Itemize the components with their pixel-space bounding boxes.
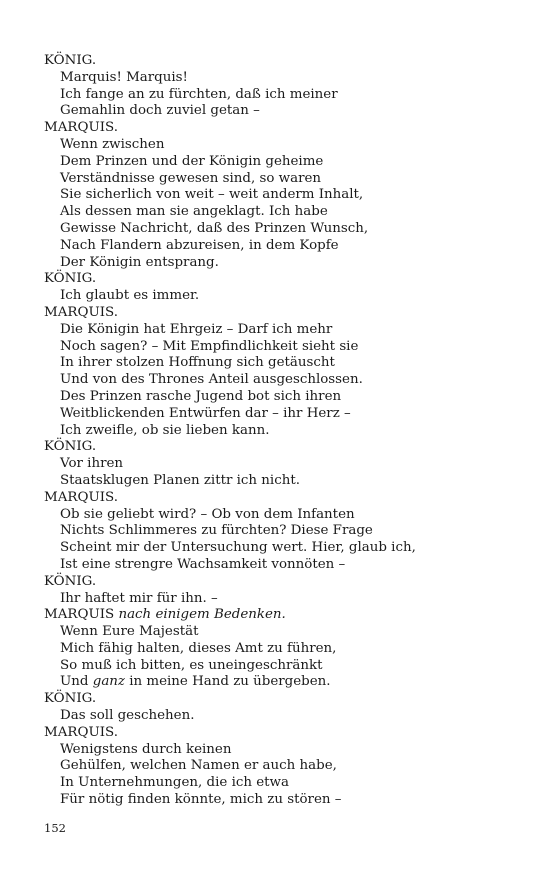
verse-line: Als dessen man sie angeklagt. Ich habe	[60, 204, 328, 220]
verse-line: Gehülfen, welchen Namen er auch habe,	[60, 758, 337, 774]
speaker-name: KÖNIG.	[44, 53, 97, 68]
verse-line: Des Prinzen rasche Jugend bot sich ihren	[60, 388, 342, 404]
verse-text: in meine Hand zu übergeben.	[124, 674, 331, 690]
verse-line: Vor ihren	[60, 456, 124, 472]
verse-line: Sie sicherlich von weit – weit anderm Inhalt,	[60, 187, 364, 203]
speaker-name: KÖNIG.	[44, 271, 97, 287]
verse-line: Wenn Eure Majestät	[60, 624, 199, 640]
verse-line: Der Königin entsprang.	[60, 254, 219, 270]
speaker-name: KÖNIG.	[44, 439, 97, 455]
verse-line: Wenigstens durch keinen	[60, 741, 232, 757]
speaker-label: MARQUIS	[44, 607, 119, 623]
verse-line: Gewisse Nachricht, daß des Prinzen Wunsch,	[60, 220, 369, 236]
verse-line: Nach Flandern abzureisen, in dem Kopfe	[60, 237, 339, 253]
speaker-name: MARQUIS.	[44, 120, 118, 136]
verse-text: Und	[60, 674, 93, 690]
page-number: 152	[44, 821, 66, 835]
verse-line: Für nötig finden könnte, mich zu stören –	[60, 792, 342, 808]
stage-direction: nach einigem Bedenken.	[118, 607, 286, 623]
speaker-name	[44, 607, 524, 624]
verse-line: Scheint mir der Untersuchung wert. Hier, glaub ich,	[60, 540, 416, 556]
verse-line: Marquis! Marquis!	[60, 69, 188, 85]
verse-line	[44, 674, 524, 691]
speaker-name: MARQUIS.	[44, 724, 118, 740]
verse-line: Wenn zwischen	[60, 136, 165, 152]
verse-line: Ich fange an zu fürchten, daß ich meiner	[60, 86, 338, 102]
speaker-name: KÖNIG.	[44, 691, 97, 707]
verse-line: Ich zweifle, ob sie lieben kann.	[60, 422, 270, 438]
verse-line: Nichts Schlimmeres zu fürchten? Diese Frage	[60, 523, 373, 539]
verse-line: Staatsklugen Planen zittr ich nicht.	[60, 472, 300, 488]
verse-line: Noch sagen? – Mit Empfindlichkeit sieht sie	[60, 338, 359, 354]
speaker-name: KÖNIG.	[44, 573, 97, 589]
emphasis: ganz	[92, 674, 125, 690]
speaker-name: MARQUIS.	[44, 304, 118, 320]
verse-line: Dem Prinzen und der Königin geheime	[60, 153, 324, 169]
verse-line: In Unternehmungen, die ich etwa	[60, 775, 289, 791]
verse-line: Ich glaubt es immer.	[60, 288, 200, 304]
verse-line: So muß ich bitten, es uneingeschränkt	[60, 657, 323, 673]
verse-line: Verständnisse gewesen sind, so waren	[60, 170, 322, 186]
verse-line: Gemahlin doch zuviel getan –	[60, 103, 260, 119]
verse-line: Mich fähig halten, dieses Amt zu führen,	[60, 640, 337, 656]
play-text	[44, 53, 524, 809]
verse-line: Und von des Thrones Anteil ausgeschlossen.	[60, 372, 363, 388]
verse-line: In ihrer stolzen Hoffnung sich getäuscht	[60, 355, 335, 371]
verse-line: Die Königin hat Ehrgeiz – Darf ich mehr	[60, 321, 333, 337]
verse-line: Ob sie geliebt wird? – Ob von dem Infanten	[60, 506, 355, 522]
speaker-name: MARQUIS.	[44, 489, 118, 505]
verse-line: Das soll geschehen.	[60, 708, 195, 724]
verse-line: Ist eine strengre Wachsamkeit vonnöten –	[60, 556, 346, 572]
verse-line: Ihr haftet mir für ihn. –	[60, 590, 218, 606]
verse-line: Weitblickenden Entwürfen dar – ihr Herz –	[60, 405, 351, 421]
